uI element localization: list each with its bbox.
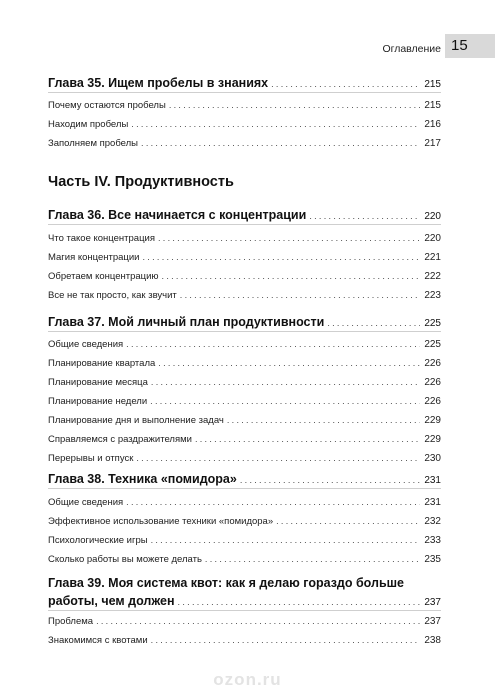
toc-entry-title: Глава 35. Ищем пробелы в знаниях xyxy=(48,76,269,90)
toc-section[interactable] xyxy=(48,451,441,464)
dot-leader xyxy=(327,316,420,326)
toc-section[interactable] xyxy=(48,269,441,282)
dot-leader xyxy=(143,250,421,260)
separator-line xyxy=(48,92,441,93)
dot-leader xyxy=(309,209,420,219)
toc-entry-title: Эффективное использование техники «помидора» xyxy=(48,516,274,527)
toc-entry-page: 229 xyxy=(424,415,441,426)
toc-entry-page: 226 xyxy=(424,358,441,369)
part-title: Часть IV. Продуктивность xyxy=(48,174,234,190)
toc-chapter-39-title-line1[interactable]: Глава 39. Моя система квот: как я делаю гораздо больше xyxy=(48,576,405,590)
toc-section[interactable] xyxy=(48,633,441,646)
dot-leader xyxy=(136,451,420,461)
toc-section[interactable] xyxy=(48,231,441,244)
toc-entry-title: Планирование дня и выполнение задач xyxy=(48,415,224,426)
toc-entry-title: Психологические игры xyxy=(48,535,148,546)
dot-leader xyxy=(205,552,420,562)
toc-chapter-35[interactable] xyxy=(48,76,441,90)
toc-entry-title: Планирование недели xyxy=(48,396,148,407)
toc-entry-title: Заполняем пробелы xyxy=(48,138,139,149)
toc-entry-page: 226 xyxy=(424,377,441,388)
separator-line xyxy=(48,488,441,489)
toc-entry-page: 230 xyxy=(424,453,441,464)
dot-leader xyxy=(158,356,420,366)
running-header-title: Оглавление xyxy=(382,43,441,55)
toc-entry-page: 225 xyxy=(424,318,441,329)
toc-section[interactable] xyxy=(48,533,441,546)
toc-entry-title: Глава 36. Все начинается с концентрации xyxy=(48,208,307,222)
toc-entry-page: 237 xyxy=(424,597,441,608)
toc-entry-page: 231 xyxy=(424,497,441,508)
toc-section[interactable] xyxy=(48,117,441,130)
toc-chapter-39[interactable] xyxy=(48,594,441,608)
toc-chapter-37[interactable] xyxy=(48,315,441,329)
dot-leader xyxy=(169,98,420,108)
dot-leader xyxy=(126,495,420,505)
toc-entry-title: Находим пробелы xyxy=(48,119,129,130)
toc-entry-title-line2: работы, чем должен xyxy=(48,594,175,608)
toc-entry-title: Сколько работы вы можете делать xyxy=(48,554,202,565)
toc-section[interactable] xyxy=(48,432,441,445)
separator-line xyxy=(48,331,441,332)
toc-entry-title: Магия концентрации xyxy=(48,252,140,263)
toc-entry-page: 229 xyxy=(424,434,441,445)
toc-section[interactable] xyxy=(48,136,441,149)
dot-leader xyxy=(126,337,420,347)
toc-entry-title: Все не так просто, как звучит xyxy=(48,290,177,301)
table-of-contents xyxy=(48,0,441,700)
toc-section[interactable] xyxy=(48,614,441,627)
toc-entry-page: 233 xyxy=(424,535,441,546)
toc-entry-page: 215 xyxy=(424,100,441,111)
toc-entry-title: Глава 37. Мой личный план продуктивности xyxy=(48,315,325,329)
toc-entry-title: Общие сведения xyxy=(48,497,124,508)
page-number-tab xyxy=(445,34,495,58)
toc-entry-title: Перерывы и отпуск xyxy=(48,453,134,464)
toc-entry-title: Проблема xyxy=(48,616,94,627)
toc-entry-title: Что такое концентрация xyxy=(48,233,155,244)
toc-entry-page: 226 xyxy=(424,396,441,407)
dot-leader xyxy=(151,533,420,543)
toc-entry-page: 221 xyxy=(424,252,441,263)
toc-entry-page: 225 xyxy=(424,339,441,350)
toc-entry-page: 231 xyxy=(424,475,441,486)
toc-section[interactable] xyxy=(48,394,441,407)
toc-entry-title: Почему остаются пробелы xyxy=(48,100,166,111)
separator-line xyxy=(48,610,441,611)
toc-entry-title: Справляемся с раздражителями xyxy=(48,434,192,445)
toc-chapter-36[interactable] xyxy=(48,208,441,222)
dot-leader xyxy=(150,394,420,404)
dot-leader xyxy=(141,136,420,146)
dot-leader xyxy=(178,595,420,605)
toc-entry-page: 238 xyxy=(424,635,441,646)
toc-entry-title: Глава 38. Техника «помидора» xyxy=(48,472,237,486)
toc-section[interactable] xyxy=(48,552,441,565)
toc-section[interactable] xyxy=(48,288,441,301)
toc-section[interactable] xyxy=(48,514,441,527)
dot-leader xyxy=(158,231,420,241)
toc-section[interactable] xyxy=(48,495,441,508)
dot-leader xyxy=(240,473,420,483)
dot-leader xyxy=(96,614,420,624)
dot-leader xyxy=(180,288,420,298)
watermark: ozon.ru xyxy=(213,670,282,689)
toc-section[interactable] xyxy=(48,250,441,263)
dot-leader xyxy=(151,375,420,385)
toc-entry-page: 216 xyxy=(424,119,441,130)
toc-entry-title: Обретаем концентрацию xyxy=(48,271,159,282)
dot-leader xyxy=(195,432,420,442)
toc-entry-title: Знакомимся с квотами xyxy=(48,635,148,646)
dot-leader xyxy=(131,117,420,127)
toc-entry-page: 215 xyxy=(424,79,441,90)
toc-entry-page: 235 xyxy=(424,554,441,565)
toc-entry-page: 220 xyxy=(424,233,441,244)
toc-chapter-38[interactable] xyxy=(48,472,441,486)
dot-leader xyxy=(271,77,420,87)
toc-entry-page: 232 xyxy=(424,516,441,527)
toc-section[interactable] xyxy=(48,356,441,369)
toc-entry-page: 237 xyxy=(424,616,441,627)
dot-leader xyxy=(276,514,420,524)
toc-section[interactable] xyxy=(48,413,441,426)
toc-entry-title: Общие сведения xyxy=(48,339,124,350)
toc-entry-title: Планирование квартала xyxy=(48,358,156,369)
separator-line xyxy=(48,224,441,225)
toc-entry-page: 222 xyxy=(424,271,441,282)
toc-entry-page: 217 xyxy=(424,138,441,149)
toc-section[interactable] xyxy=(48,98,441,111)
dot-leader xyxy=(162,269,420,279)
dot-leader xyxy=(227,413,420,423)
toc-section[interactable] xyxy=(48,375,441,388)
toc-entry-title: Планирование месяца xyxy=(48,377,148,388)
toc-entry-page: 220 xyxy=(424,211,441,222)
toc-section[interactable] xyxy=(48,337,441,350)
dot-leader xyxy=(151,633,420,643)
toc-entry-page: 223 xyxy=(424,290,441,301)
page-number: 15 xyxy=(451,37,468,54)
